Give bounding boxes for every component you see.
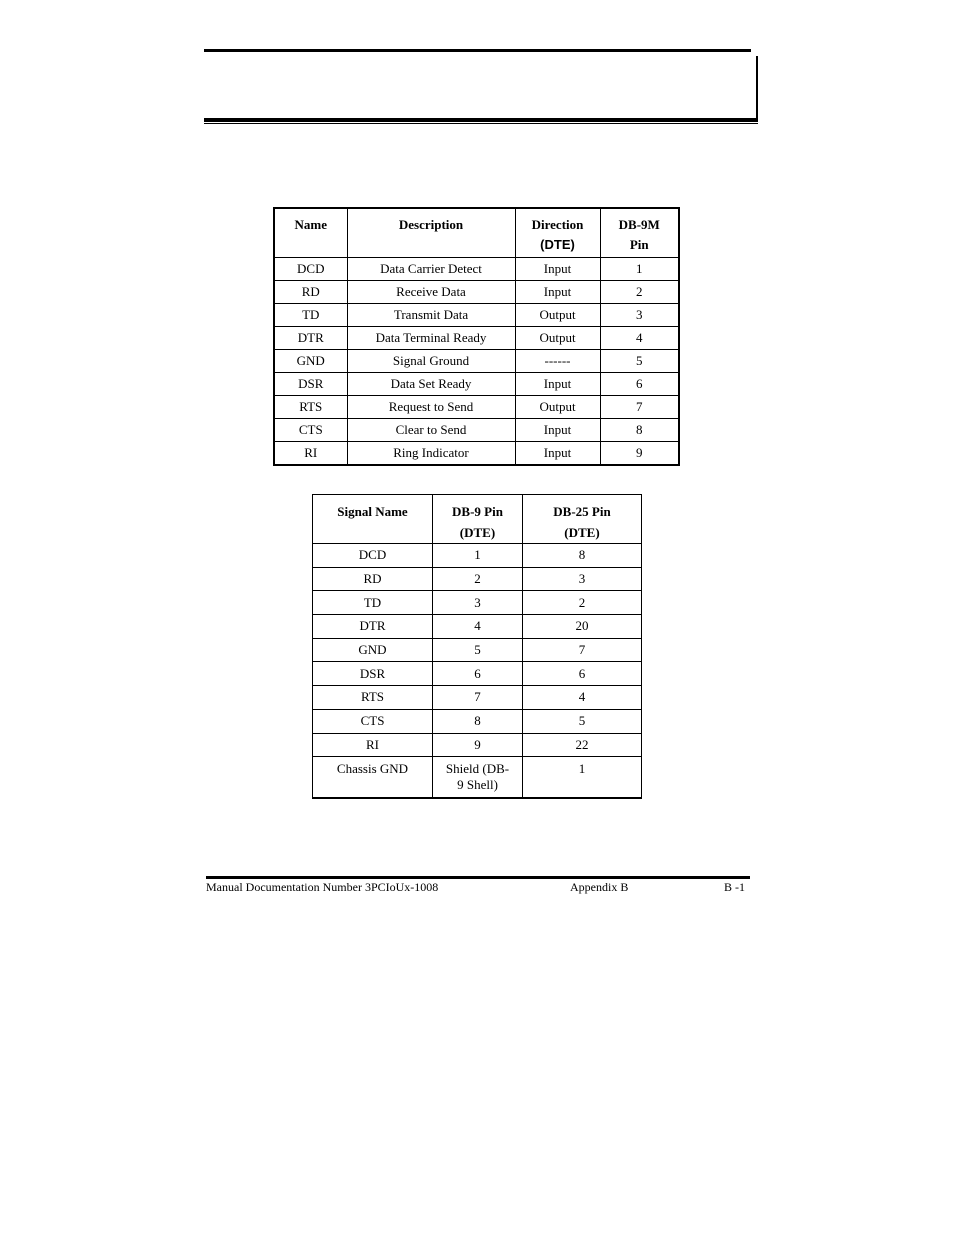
signal-table-header-direction: Direction (DTE) xyxy=(515,208,600,258)
table-row xyxy=(274,373,679,396)
signal-table-header-name: Name xyxy=(274,208,347,258)
cell-signal: DCD xyxy=(313,544,433,568)
signal-table-header-direction-sub: (DTE) xyxy=(540,237,575,252)
cell-pin: 5 xyxy=(600,350,679,373)
cell-name: RTS xyxy=(274,396,347,419)
cell-description: Signal Ground xyxy=(347,350,515,373)
table-row xyxy=(313,662,642,686)
pin-table-header-db9: DB-9 Pin (DTE) xyxy=(433,495,523,544)
cell-db9: 6 xyxy=(433,662,523,686)
cell-direction: Output xyxy=(515,304,600,327)
header-rule-top xyxy=(204,49,751,52)
cell-db9: 5 xyxy=(433,638,523,662)
cell-direction: ------ xyxy=(515,350,600,373)
cell-direction: Input xyxy=(515,258,600,281)
cell-description: Transmit Data xyxy=(347,304,515,327)
cell-db9: 8 xyxy=(433,709,523,733)
table-row xyxy=(313,686,642,710)
footer-section: Appendix B xyxy=(570,880,629,894)
cell-name: CTS xyxy=(274,419,347,442)
cell-pin: 1 xyxy=(600,258,679,281)
pin-mapping-table xyxy=(312,494,642,799)
cell-signal: CTS xyxy=(313,709,433,733)
signal-table-header-description: Description xyxy=(347,208,515,258)
cell-description: Clear to Send xyxy=(347,419,515,442)
footer-rule xyxy=(206,876,750,879)
cell-db9: 1 xyxy=(433,544,523,568)
cell-db25: 4 xyxy=(523,686,642,710)
pin-table-header-db25-sub: (DTE) xyxy=(564,525,600,540)
cell-name: GND xyxy=(274,350,347,373)
signal-table xyxy=(273,207,680,466)
cell-name: RI xyxy=(274,442,347,466)
cell-name: DTR xyxy=(274,327,347,350)
cell-description: Data Carrier Detect xyxy=(347,258,515,281)
cell-db9: Shield (DB- 9 Shell) xyxy=(433,757,523,799)
table-row xyxy=(274,304,679,327)
cell-db25: 2 xyxy=(523,591,642,615)
pin-table-header-db25: DB-25 Pin (DTE) xyxy=(523,495,642,544)
cell-pin: 9 xyxy=(600,442,679,466)
header-rule-right xyxy=(756,56,758,118)
cell-db9: 7 xyxy=(433,686,523,710)
cell-name: DCD xyxy=(274,258,347,281)
cell-direction: Input xyxy=(515,442,600,466)
cell-description: Data Set Ready xyxy=(347,373,515,396)
cell-pin: 8 xyxy=(600,419,679,442)
table-row xyxy=(313,709,642,733)
signal-table-header-pin-sub: Pin xyxy=(629,237,649,252)
header-rule-bottom-thick xyxy=(204,118,758,122)
cell-description: Ring Indicator xyxy=(347,442,515,466)
cell-signal: RI xyxy=(313,733,433,757)
cell-db25: 22 xyxy=(523,733,642,757)
footer-page-number: B -1 xyxy=(724,880,745,894)
signal-table-header-pin: DB-9M Pin xyxy=(600,208,679,258)
cell-db9: 3 xyxy=(433,591,523,615)
table-row xyxy=(313,638,642,662)
cell-db25: 5 xyxy=(523,709,642,733)
cell-direction: Input xyxy=(515,281,600,304)
cell-db9: 2 xyxy=(433,567,523,591)
cell-description: Request to Send xyxy=(347,396,515,419)
cell-db25: 1 xyxy=(523,757,642,799)
cell-pin: 6 xyxy=(600,373,679,396)
cell-signal: DTR xyxy=(313,615,433,639)
table-row xyxy=(274,350,679,373)
table-row xyxy=(274,258,679,281)
cell-signal: TD xyxy=(313,591,433,615)
cell-description: Data Terminal Ready xyxy=(347,327,515,350)
table-row xyxy=(274,327,679,350)
pin-table-header-db9-sub: (DTE) xyxy=(459,525,496,540)
table-row-chassis xyxy=(313,757,642,799)
cell-direction: Input xyxy=(515,373,600,396)
cell-name: RD xyxy=(274,281,347,304)
cell-pin: 3 xyxy=(600,304,679,327)
cell-db25: 20 xyxy=(523,615,642,639)
table-row xyxy=(274,281,679,304)
cell-db25: 3 xyxy=(523,567,642,591)
table-row xyxy=(313,733,642,757)
cell-name: DSR xyxy=(274,373,347,396)
table-row xyxy=(313,615,642,639)
cell-direction: Output xyxy=(515,396,600,419)
cell-db25: 6 xyxy=(523,662,642,686)
table-row xyxy=(274,396,679,419)
cell-direction: Input xyxy=(515,419,600,442)
cell-db9: 9 xyxy=(433,733,523,757)
cell-signal: DSR xyxy=(313,662,433,686)
cell-signal: GND xyxy=(313,638,433,662)
cell-db25: 8 xyxy=(523,544,642,568)
cell-direction: Output xyxy=(515,327,600,350)
table-row xyxy=(313,544,642,568)
table-row xyxy=(274,419,679,442)
cell-signal: Chassis GND xyxy=(313,757,433,799)
pin-table-header-row xyxy=(313,495,642,544)
table-row xyxy=(313,591,642,615)
cell-signal: RTS xyxy=(313,686,433,710)
table-row xyxy=(313,567,642,591)
cell-db25: 7 xyxy=(523,638,642,662)
pin-table-header-signal: Signal Name xyxy=(313,495,433,544)
cell-pin: 4 xyxy=(600,327,679,350)
header-rule-bottom-thin xyxy=(204,123,758,124)
signal-table-header-row xyxy=(274,208,679,258)
footer-doc-number: Manual Documentation Number 3PCIoUx-1008 xyxy=(206,880,439,894)
cell-name: TD xyxy=(274,304,347,327)
cell-pin: 2 xyxy=(600,281,679,304)
cell-db9: 4 xyxy=(433,615,523,639)
table-row xyxy=(274,442,679,466)
cell-description: Receive Data xyxy=(347,281,515,304)
cell-signal: RD xyxy=(313,567,433,591)
cell-pin: 7 xyxy=(600,396,679,419)
